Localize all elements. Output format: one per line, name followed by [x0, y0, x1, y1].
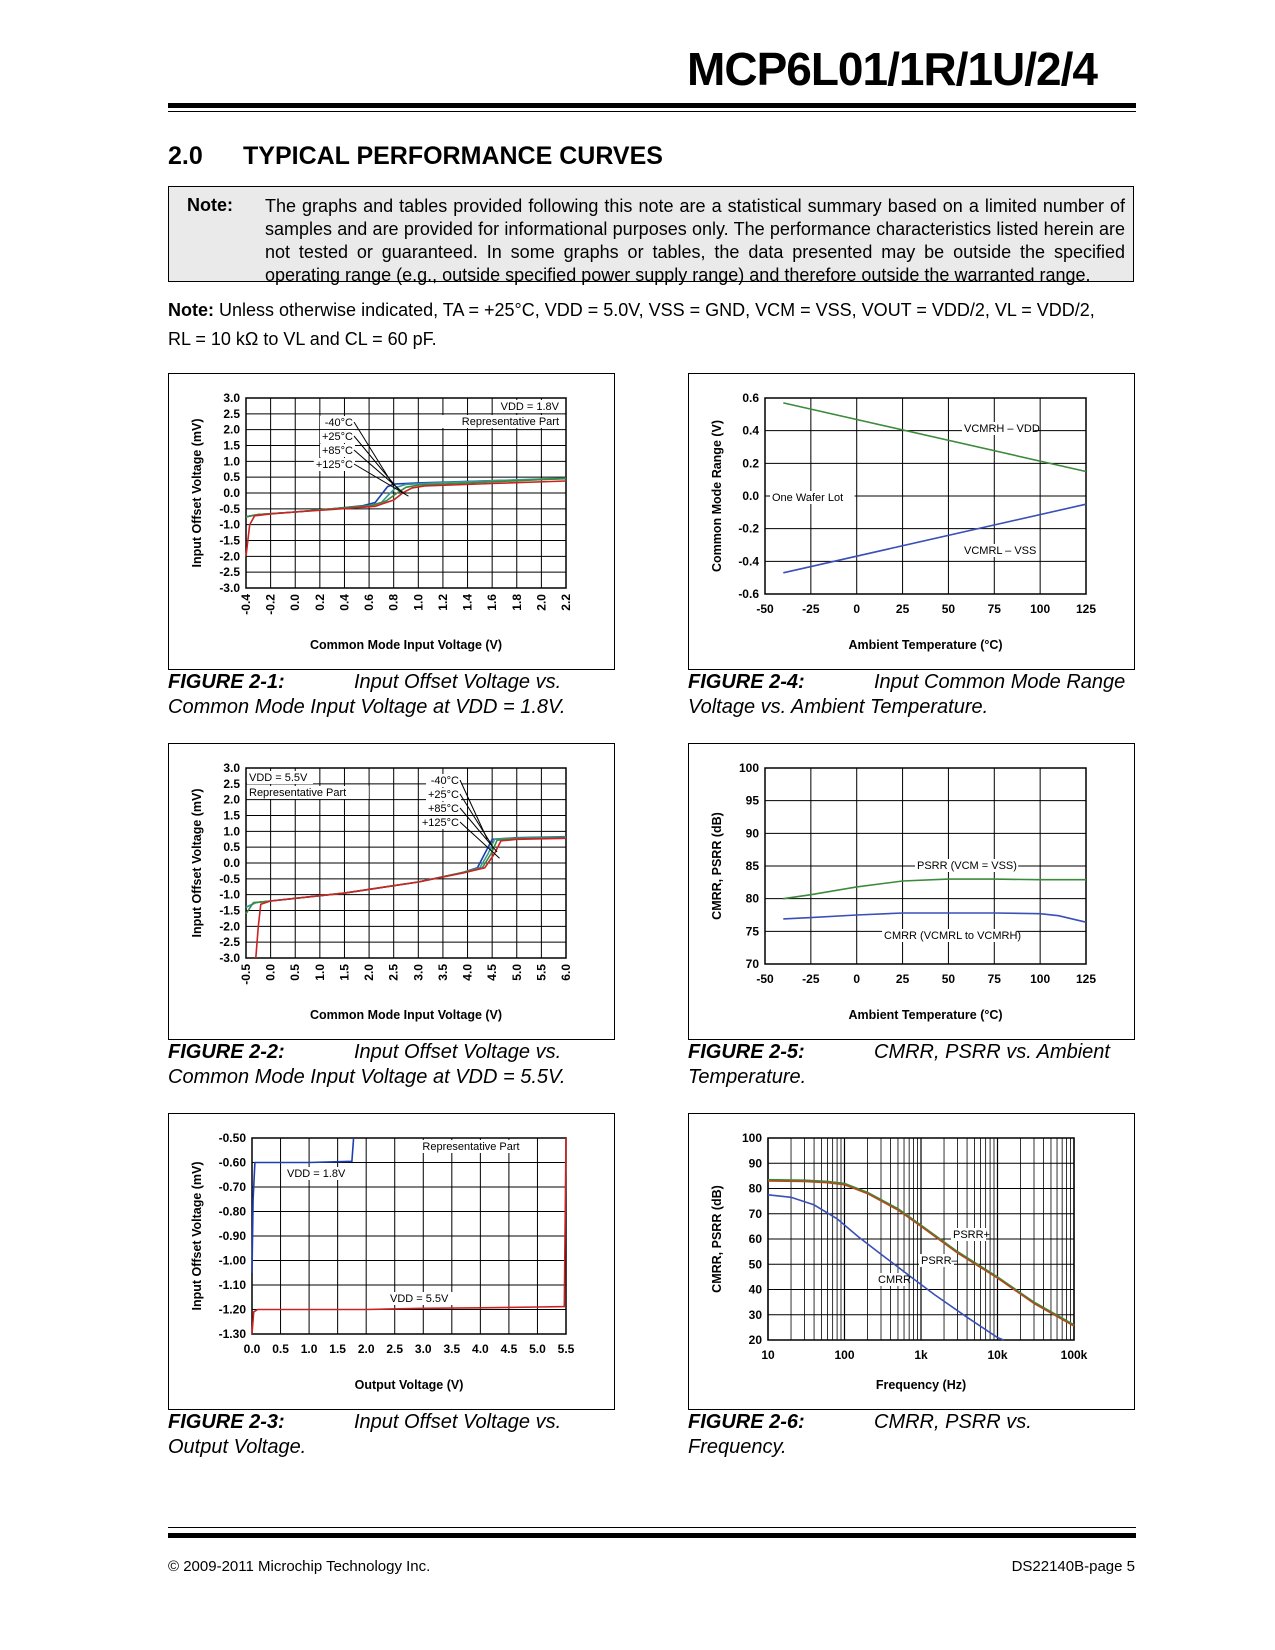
- x-tick-label: 1.6: [485, 594, 500, 611]
- x-tick-label: 100: [834, 1348, 855, 1362]
- y-tick-label: 0.2: [742, 456, 759, 471]
- x-tick-label: 0.0: [288, 594, 303, 611]
- chart-2-3: [169, 1114, 616, 1411]
- y-tick-label: -0.50: [218, 1131, 246, 1145]
- y-tick-label: 50: [748, 1257, 762, 1272]
- chart-annotation: VDD = 5.5V: [249, 772, 308, 784]
- y-tick-label: -0.80: [218, 1204, 246, 1219]
- x-tick-label: 5.0: [529, 1342, 546, 1356]
- x-tick-label: 3.0: [414, 1342, 432, 1356]
- series-line: [246, 481, 566, 556]
- y-tick-label: 3.0: [223, 761, 240, 775]
- chart-2-6: [689, 1114, 1136, 1411]
- x-tick-label: 4.5: [485, 964, 500, 981]
- x-tick-label: 1.8: [509, 594, 524, 611]
- y-tick-label: 1.0: [223, 454, 240, 469]
- x-axis-label: Common Mode Input Voltage (V): [309, 1008, 503, 1022]
- x-tick-label: 0.6: [362, 594, 377, 611]
- y-tick-label: -1.0: [219, 517, 240, 532]
- x-tick-label: 3.5: [443, 1342, 461, 1356]
- x-tick-label: 1.5: [329, 1342, 346, 1356]
- y-axis-label: Input Offset Voltage (mV): [190, 788, 204, 938]
- figure-caption-line-2: Common Mode Input Voltage at VDD = 1.8V.: [168, 696, 566, 718]
- y-tick-label: 1.0: [223, 824, 240, 839]
- y-tick-label: 90: [748, 1156, 762, 1171]
- y-tick-label: -0.60: [218, 1155, 246, 1170]
- y-tick-label: 0.4: [742, 423, 759, 438]
- series-line: [768, 1195, 1004, 1340]
- figure-caption-line-2: Output Voltage.: [168, 1436, 307, 1458]
- x-tick-label: 125: [1075, 972, 1097, 986]
- header-rule-thick: [168, 103, 1136, 108]
- y-tick-label: -0.2: [738, 521, 759, 536]
- series-label: +125°C: [421, 817, 459, 829]
- chart-2-1: [169, 374, 616, 671]
- y-tick-label: 90: [745, 826, 759, 841]
- section-heading: [168, 142, 663, 171]
- series-line: [246, 838, 566, 914]
- x-tick-label: 4.0: [472, 1342, 489, 1356]
- y-axis-label: CMRR, PSRR (dB): [710, 812, 724, 920]
- figure-caption-line-1: Input Offset Voltage vs.: [354, 671, 562, 693]
- section-title: TYPICAL PERFORMANCE CURVES: [243, 142, 663, 170]
- x-tick-label: 2.2: [559, 594, 573, 611]
- figure-number: FIGURE 2-6:: [688, 1411, 805, 1433]
- series-label: VCMRL – VSS: [964, 545, 1037, 557]
- figure-number: FIGURE 2-1:: [168, 671, 285, 693]
- x-tick-label: 0.8: [386, 594, 401, 611]
- test-conditions: [168, 296, 1134, 354]
- section-number: 2.0: [168, 142, 203, 170]
- y-tick-label: 2.0: [223, 422, 240, 437]
- x-tick-label: 0: [853, 602, 861, 616]
- x-tick-label: 0.0: [243, 1342, 261, 1356]
- x-tick-label: 75: [987, 602, 1001, 616]
- page-number: DS22140B-page 5: [1011, 1558, 1135, 1575]
- x-tick-label: 1.0: [312, 964, 327, 981]
- y-tick-label: 0.0: [742, 489, 759, 503]
- x-tick-label: 6.0: [559, 964, 573, 981]
- x-tick-label: 1.2: [435, 594, 450, 611]
- x-tick-label: 125: [1075, 602, 1097, 616]
- figure-number: FIGURE 2-4:: [688, 671, 805, 693]
- label-leader-line: [354, 450, 404, 493]
- series-label: CMRR: [878, 1274, 911, 1286]
- figure-caption-line-1: Input Offset Voltage vs.: [354, 1411, 562, 1433]
- y-tick-label: 1.5: [223, 438, 240, 453]
- x-tick-label: -0.5: [239, 964, 253, 985]
- x-tick-label: 50: [941, 602, 956, 616]
- x-tick-label: -25: [802, 602, 820, 616]
- y-tick-label: -1.0: [219, 887, 240, 902]
- label-leader-line: [460, 808, 497, 852]
- x-tick-label: 25: [895, 972, 910, 986]
- footer-rule-thick: [168, 1533, 1136, 1538]
- figure-caption-line-2: Frequency.: [688, 1436, 787, 1458]
- series-label: +125°C: [315, 459, 353, 471]
- series-label: -40°C: [324, 417, 353, 429]
- series-label: VDD = 5.5V: [390, 1293, 449, 1305]
- y-axis-label: CMRR, PSRR (dB): [710, 1185, 724, 1293]
- y-tick-label: -0.90: [218, 1229, 246, 1243]
- chart-panel-2-6: [688, 1113, 1135, 1410]
- y-tick-label: 70: [745, 957, 759, 971]
- x-tick-label: 0.4: [337, 594, 352, 611]
- figure-caption-line-1: Input Common Mode Range: [874, 671, 1126, 693]
- x-tick-label: 5.0: [509, 964, 524, 981]
- x-tick-label: 1.5: [337, 964, 352, 981]
- x-tick-label: 0.2: [312, 594, 327, 611]
- x-tick-label: 1.0: [300, 1342, 318, 1356]
- conditions-label: Note:: [168, 300, 214, 320]
- x-tick-label: -0.2: [263, 594, 278, 615]
- x-tick-label: 2.5: [386, 964, 401, 981]
- x-tick-label: 0.5: [288, 964, 303, 981]
- conditions-line-1: Unless otherwise indicated, TA = +25°C, VDD = 5.0V, VSS = GND, VCM = VSS, VOUT = VDD/2, VL = VDD/2,: [219, 300, 1095, 320]
- series-label: PSRR–: [921, 1255, 958, 1267]
- x-tick-label: -50: [756, 972, 774, 986]
- x-tick-label: 100: [1030, 602, 1051, 616]
- y-tick-label: 0.5: [223, 470, 240, 485]
- series-label: +25°C: [321, 431, 353, 443]
- x-axis-label: Frequency (Hz): [875, 1378, 967, 1392]
- y-axis-label: Common Mode Range (V): [710, 419, 724, 573]
- x-tick-label: 10k: [987, 1348, 1008, 1362]
- x-tick-label: -50: [756, 602, 774, 616]
- chart-2-5: [689, 744, 1136, 1041]
- series-label: +85°C: [321, 445, 353, 457]
- x-tick-label: 2.0: [357, 1342, 375, 1356]
- series-label: -40°C: [430, 775, 459, 787]
- figure-caption-line-2: Common Mode Input Voltage at VDD = 5.5V.: [168, 1066, 566, 1088]
- y-tick-label: 85: [745, 859, 759, 873]
- note-label: Note:: [187, 195, 233, 215]
- x-tick-label: 50: [941, 972, 956, 986]
- y-tick-label: -1.5: [219, 533, 240, 548]
- y-tick-label: 95: [745, 793, 759, 808]
- chart-annotation: VDD = 1.8V: [500, 401, 559, 413]
- y-tick-label: -3.0: [219, 581, 240, 595]
- chart-2-2: [169, 744, 616, 1041]
- y-tick-label: -2.5: [219, 565, 240, 580]
- series-label: CMRR (VCMRL to VCMRH): [884, 930, 1022, 942]
- x-tick-label: 5.5: [534, 964, 549, 981]
- figure-number: FIGURE 2-3:: [168, 1411, 285, 1433]
- y-tick-label: 0.0: [223, 856, 240, 870]
- x-tick-label: 1.4: [460, 594, 475, 611]
- y-tick-label: -0.4: [738, 554, 759, 569]
- y-tick-label: -0.70: [218, 1180, 246, 1194]
- y-tick-label: -0.6: [738, 587, 759, 601]
- chart-2-4: [689, 374, 1136, 671]
- x-tick-label: 3.0: [411, 964, 426, 981]
- figure-caption-line-2: Temperature.: [688, 1066, 807, 1088]
- chart-panel-2-1: [168, 373, 615, 670]
- figure-caption-line-1: CMRR, PSRR vs. Ambient: [874, 1041, 1110, 1063]
- series-label: PSRR+: [953, 1229, 990, 1241]
- y-tick-label: 80: [745, 891, 759, 906]
- figure-caption: [168, 670, 628, 720]
- y-tick-label: -3.0: [219, 951, 240, 965]
- x-axis-label: Ambient Temperature (°C): [848, 638, 1003, 652]
- x-tick-label: 0.0: [263, 964, 278, 981]
- series-label: PSRR (VCM = VSS): [917, 860, 1017, 872]
- x-tick-label: -0.4: [239, 594, 253, 615]
- y-tick-label: 0.0: [223, 486, 240, 500]
- conditions-line-2: RL = 10 kΩ to VL and CL = 60 pF.: [168, 329, 437, 349]
- figure-number: FIGURE 2-2:: [168, 1041, 285, 1063]
- chart-annotation: One Wafer Lot: [772, 492, 844, 504]
- y-tick-label: 2.5: [223, 406, 240, 421]
- figure-caption: [168, 1410, 628, 1460]
- y-tick-label: 0.5: [223, 840, 240, 855]
- chart-annotation: Representative Part: [461, 416, 559, 428]
- figure-caption: [168, 1040, 628, 1090]
- series-label: +85°C: [427, 803, 459, 815]
- figure-number: FIGURE 2-5:: [688, 1041, 805, 1063]
- label-leader-line: [460, 794, 492, 846]
- note-box: [168, 186, 1134, 285]
- y-tick-label: -1.10: [218, 1278, 246, 1292]
- chart-panel-2-5: [688, 743, 1135, 1040]
- figure-caption-line-1: CMRR, PSRR vs.: [874, 1411, 1032, 1433]
- y-tick-label: -1.20: [218, 1302, 246, 1317]
- chart-panel-2-4: [688, 373, 1135, 670]
- y-tick-label: 80: [748, 1181, 762, 1196]
- x-tick-label: 100k: [1060, 1348, 1088, 1362]
- x-tick-label: 0.5: [272, 1342, 289, 1356]
- note-text: The graphs and tables provided following this note are a statistical summary based on a limited number of samples and are provided for informational purposes only. The performance characteristics listed herein are not tested or guaranteed. In some graphs or tables, the data presented may be outside the specified operating range (e.g., outside specified power supply range) and therefore outside the warranted range.: [265, 196, 1125, 285]
- figure-caption: [688, 1410, 1148, 1460]
- x-tick-label: 10: [761, 1348, 775, 1362]
- x-tick-label: 100: [1030, 972, 1051, 986]
- copyright: © 2009-2011 Microchip Technology Inc.: [168, 1558, 431, 1575]
- x-axis-label: Output Voltage (V): [354, 1378, 464, 1392]
- y-tick-label: 3.0: [223, 391, 240, 405]
- chart-annotation: Representative Part: [422, 1141, 520, 1153]
- label-leader-line: [354, 436, 399, 490]
- x-tick-label: -25: [802, 972, 820, 986]
- figure-caption: [688, 1040, 1148, 1090]
- document-part-number: MCP6L01/1R/1U/2/4: [687, 43, 1097, 95]
- x-axis-label: Ambient Temperature (°C): [848, 1008, 1003, 1022]
- y-tick-label: 75: [745, 924, 759, 939]
- x-tick-label: 0: [853, 972, 861, 986]
- figure-caption-line-1: Input Offset Voltage vs.: [354, 1041, 562, 1063]
- y-tick-label: 20: [748, 1333, 762, 1347]
- y-tick-label: 30: [748, 1307, 762, 1322]
- y-tick-label: 2.0: [223, 792, 240, 807]
- x-tick-label: 2.0: [534, 594, 549, 611]
- y-tick-label: 100: [738, 761, 759, 775]
- series-label: VDD = 1.8V: [287, 1168, 346, 1180]
- x-axis-label: Common Mode Input Voltage (V): [309, 638, 503, 652]
- x-tick-label: 1k: [914, 1348, 928, 1362]
- y-tick-label: -2.0: [219, 549, 240, 564]
- x-tick-label: 4.0: [460, 964, 475, 981]
- series-label: +25°C: [427, 789, 459, 801]
- x-tick-label: 75: [987, 972, 1001, 986]
- header-rule-thin: [168, 111, 1136, 112]
- x-tick-label: 2.0: [362, 964, 377, 981]
- series-line: [256, 838, 566, 958]
- figure-caption: [688, 670, 1148, 720]
- y-tick-label: -1.30: [218, 1327, 246, 1341]
- x-tick-label: 3.5: [435, 964, 450, 981]
- chart-panel-2-3: [168, 1113, 615, 1410]
- x-tick-label: 25: [895, 602, 910, 616]
- y-tick-label: 60: [748, 1232, 762, 1246]
- x-tick-label: 5.5: [557, 1342, 575, 1356]
- y-tick-label: -2.5: [219, 935, 240, 950]
- chart-panel-2-2: [168, 743, 615, 1040]
- footer-rule-thin: [168, 1527, 1136, 1528]
- series-line: [246, 478, 566, 517]
- y-tick-label: 100: [741, 1131, 762, 1145]
- y-axis-label: Input Offset Voltage (mV): [190, 1161, 204, 1311]
- y-tick-label: 1.5: [223, 808, 240, 823]
- y-tick-label: -0.5: [219, 501, 240, 516]
- series-label: VCMRH – VDD: [964, 423, 1040, 435]
- x-tick-label: 4.5: [500, 1342, 518, 1356]
- y-tick-label: 70: [748, 1206, 762, 1221]
- y-tick-label: -1.5: [219, 903, 240, 918]
- y-tick-label: 0.6: [742, 391, 759, 405]
- y-tick-label: 40: [748, 1282, 762, 1297]
- y-tick-label: -0.5: [219, 871, 240, 886]
- y-tick-label: -1.00: [218, 1253, 246, 1268]
- x-tick-label: 1.0: [411, 594, 426, 611]
- chart-annotation: Representative Part: [249, 787, 347, 799]
- y-tick-label: -2.0: [219, 919, 240, 934]
- series-line: [252, 1138, 354, 1273]
- y-tick-label: 2.5: [223, 776, 240, 791]
- figure-caption-line-2: Voltage vs. Ambient Temperature.: [688, 696, 989, 718]
- x-tick-label: 2.5: [386, 1342, 404, 1356]
- y-axis-label: Input Offset Voltage (mV): [190, 418, 204, 568]
